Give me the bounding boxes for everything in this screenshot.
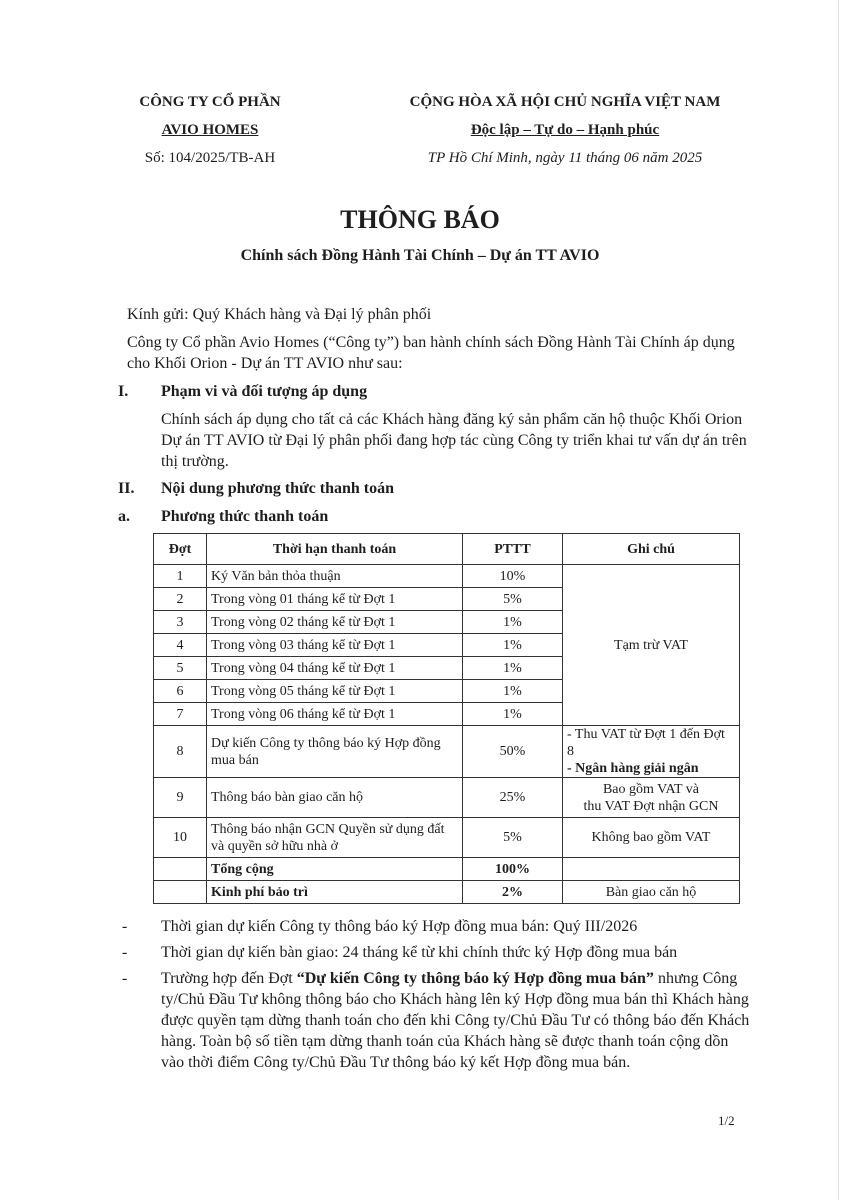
cell-empty — [154, 858, 207, 881]
table-maintenance-row — [154, 881, 740, 904]
place-date: TP Hồ Chí Minh, ngày 11 tháng 06 năm 2025 — [427, 150, 703, 166]
document-number: Số: 104/2025/TB-AH — [144, 150, 276, 166]
note-row9-line2: thu VAT Đợt nhận GCN — [583, 798, 719, 814]
cell-percent: 1% — [463, 703, 563, 726]
col-header-note: Ghi chú — [563, 534, 740, 565]
cell-term: Trong vòng 04 tháng kể từ Đợt 1 — [207, 657, 463, 680]
bullet-marker-3: - — [122, 970, 128, 987]
col-header-percent: PTTT — [463, 534, 563, 565]
cell-term: Trong vòng 02 tháng kể từ Đợt 1 — [207, 611, 463, 634]
cell-term: Thông báo bàn giao căn hộ — [207, 778, 463, 818]
cell-installment: 8 — [154, 726, 207, 778]
section-1-number: I. — [118, 383, 129, 400]
motto-wrapper — [380, 122, 750, 139]
cell-total-percent: 100% — [463, 858, 563, 881]
cell-total-label: Tổng cộng — [207, 858, 463, 881]
cell-percent: 10% — [463, 565, 563, 588]
cell-percent: 1% — [463, 657, 563, 680]
cell-installment: 5 — [154, 657, 207, 680]
section-2-number: II. — [118, 480, 135, 497]
table-row — [154, 778, 740, 818]
cell-term: Dự kiến Công ty thông báo ký Hợp đồng mua bán — [207, 726, 463, 778]
cell-percent: 5% — [463, 588, 563, 611]
bullet-1-text: Thời gian dự kiến Công ty thông báo ký Hợp đồng mua bán: Quý III/2026 — [161, 918, 638, 935]
cell-percent: 1% — [463, 634, 563, 657]
table-header-row — [154, 534, 740, 565]
cell-maintenance-note: Bàn giao căn hộ — [563, 881, 740, 904]
cell-installment: 9 — [154, 778, 207, 818]
subsection-a-number: a. — [118, 508, 130, 525]
document-title: THÔNG BÁO — [340, 205, 500, 234]
bullet-3-emphasis: “Dự kiến Công ty thông báo ký Hợp đồng mua bán” — [296, 970, 654, 987]
col-header-term: Thời hạn thanh toán — [207, 534, 463, 565]
bullet-3-text — [161, 968, 753, 1073]
note-row9-line1: Bao gồm VAT và — [602, 781, 700, 797]
cell-maintenance-label: Kinh phí bảo trì — [207, 881, 463, 904]
cell-term: Trong vòng 01 tháng kể từ Đợt 1 — [207, 588, 463, 611]
scan-edge-line — [838, 0, 839, 1200]
cell-percent: 50% — [463, 726, 563, 778]
company-brand: AVIO HOMES — [161, 122, 259, 138]
cell-term: Trong vòng 06 tháng kể từ Đợt 1 — [207, 703, 463, 726]
cell-term: Trong vòng 03 tháng kể từ Đợt 1 — [207, 634, 463, 657]
cell-installment: 4 — [154, 634, 207, 657]
cell-note-row8 — [563, 726, 740, 778]
greeting: Kính gửi: Quý Khách hàng và Đại lý phân phối — [127, 306, 432, 323]
cell-percent: 5% — [463, 818, 563, 858]
cell-term: Ký Văn bản thỏa thuận — [207, 565, 463, 588]
cell-installment: 1 — [154, 565, 207, 588]
note-row8-line1: - Thu VAT từ Đợt 1 đến Đợt 8 — [567, 727, 725, 759]
table-row — [154, 818, 740, 858]
cell-maintenance-percent: 2% — [463, 881, 563, 904]
section-1-title: Phạm vi và đối tượng áp dụng — [161, 383, 368, 400]
cell-term: Trong vòng 05 tháng kể từ Đợt 1 — [207, 680, 463, 703]
table-total-row — [154, 858, 740, 881]
cell-note-vat-deduct: Tạm trừ VAT — [563, 565, 740, 726]
nation-title: CỘNG HÒA XÃ HỘI CHỦ NGHĨA VIỆT NAM — [409, 94, 721, 110]
bullet-3-pre: Trường hợp đến Đợt — [161, 970, 297, 987]
bullet-marker-2: - — [122, 944, 128, 961]
cell-percent: 1% — [463, 680, 563, 703]
payment-schedule-table — [153, 533, 740, 904]
table-row — [154, 726, 740, 778]
intro-paragraph: Công ty Cổ phần Avio Homes (“Công ty”) ban hành chính sách Đồng Hành Tài Chính áp dụng cho Khối Orion - Dự án TT AVIO như sau: — [127, 334, 735, 372]
bullet-2-text: Thời gian dự kiến bàn giao: 24 tháng kể từ khi chính thức ký Hợp đồng mua bán — [161, 944, 678, 961]
cell-note-row10: Không bao gồm VAT — [563, 818, 740, 858]
subsection-a-title: Phương thức thanh toán — [161, 508, 329, 525]
section-2-title: Nội dung phương thức thanh toán — [161, 480, 395, 497]
company-name-line1: CÔNG TY CỔ PHẦN — [139, 94, 281, 110]
table-row — [154, 565, 740, 588]
company-name-line2 — [120, 122, 300, 139]
cell-empty — [154, 881, 207, 904]
cell-installment: 6 — [154, 680, 207, 703]
section-1-body: Chính sách áp dụng cho tất cả các Khách hàng đăng ký sản phẩm căn hộ thuộc Khối Orion Dự án TT AVIO từ Đại lý phân phối đang hợp tác cùng Công ty triển khai tư vấn dự án trên thị trường. — [161, 411, 747, 470]
note-row8-line2: - Ngân hàng giải ngân — [567, 761, 699, 776]
cell-term: Thông báo nhận GCN Quyền sử dụng đất và quyền sở hữu nhà ở — [207, 818, 463, 858]
cell-empty — [563, 858, 740, 881]
cell-percent: 25% — [463, 778, 563, 818]
col-header-installment: Đợt — [154, 534, 207, 565]
cell-installment: 2 — [154, 588, 207, 611]
cell-note-row9 — [563, 778, 740, 818]
cell-percent: 1% — [463, 611, 563, 634]
cell-installment: 3 — [154, 611, 207, 634]
cell-installment: 7 — [154, 703, 207, 726]
national-motto: Độc lập – Tự do – Hạnh phúc — [470, 122, 660, 138]
bullet-3-post: nhưng Công ty/Chủ Đầu Tư không thông báo cho Khách hàng lên ký Hợp đồng mua bán thì Khách hàng được quyền tạm dừng thanh toán cho đến khi Công ty/Chủ Đầu Tư có thông báo đến Khách hàng. Toàn bộ số tiền tạm dừng thanh toán của Khách hàng sẽ được thanh toán cộng dồn vào thời điểm Công ty/Chủ Đầu Tư thông báo ký kết Hợp đồng mua bán. — [161, 970, 750, 1071]
bullet-marker-1: - — [122, 918, 128, 935]
page-number: 1/2 — [718, 1113, 735, 1128]
document-subtitle: Chính sách Đồng Hành Tài Chính – Dự án TT AVIO — [240, 247, 600, 264]
cell-installment: 10 — [154, 818, 207, 858]
